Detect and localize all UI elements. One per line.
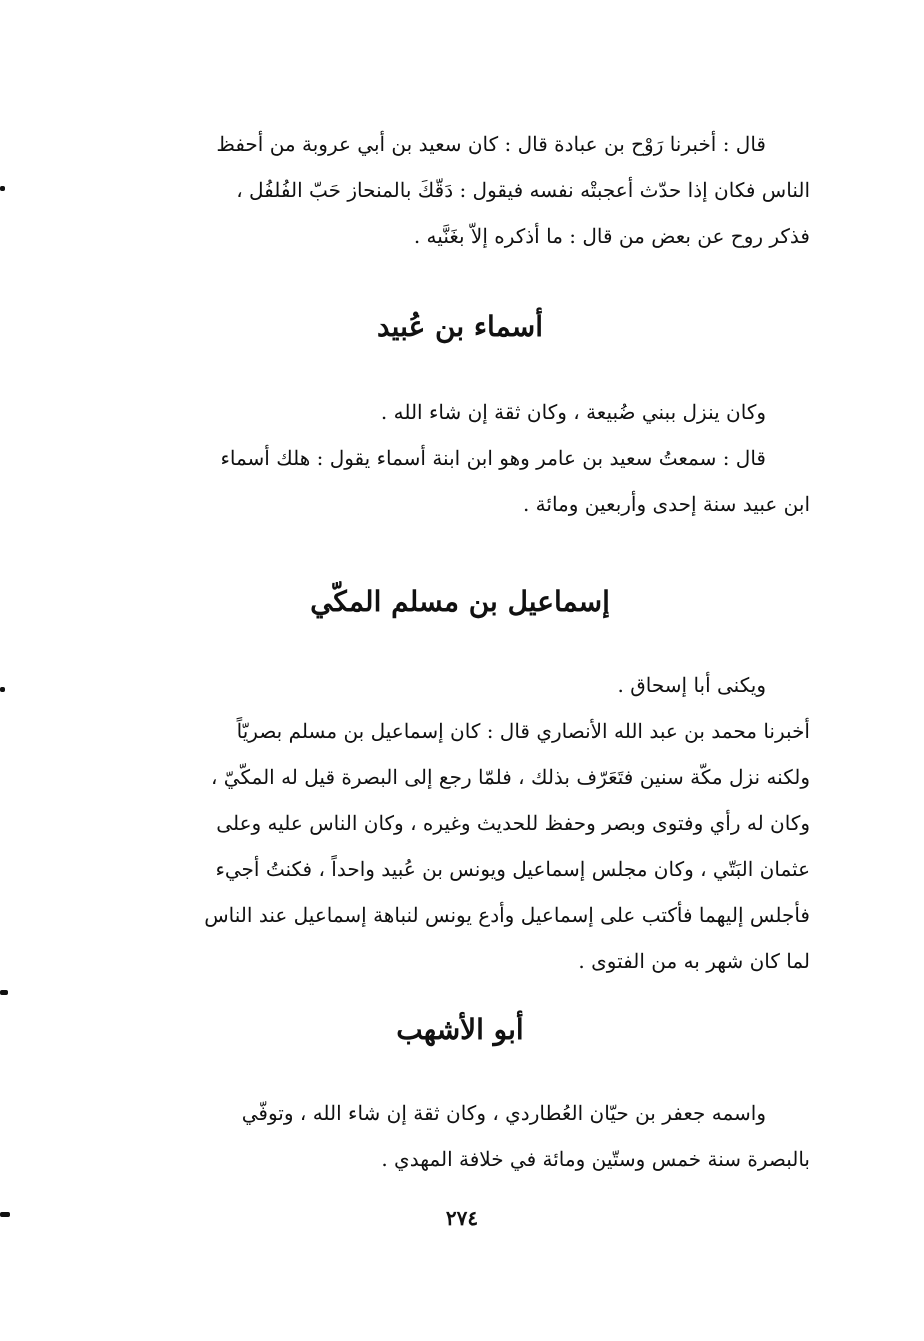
text-line: بالبصرة سنة خمس وستّين ومائة في خلافة المهدي . (381, 1147, 810, 1171)
text-line: ابن عبيد سنة إحدى وأربعين ومائة . (522, 492, 810, 516)
section-heading-ashhab: أبو الأشهب (396, 1013, 524, 1046)
text-line: فذكر روح عن بعض من قال : ما أذكره إلاّ بغَنَّيه . (413, 224, 810, 248)
scan-edge-mark (0, 990, 8, 995)
text-line: لما كان شهر به من الفتوى . (578, 949, 810, 973)
section-heading-ismail: إسماعيل بن مسلم المكّي (310, 585, 610, 618)
text-line: وكان ينزل ببني ضُبيعة ، وكان ثقة إن شاء الله . (380, 400, 766, 424)
text-line: وكان له رأي وفتوى وبصر وحفظ للحديث وغيره ، وكان الناس عليه وعلى (216, 811, 810, 835)
ashhab-paragraph (110, 1090, 810, 1182)
ismail-paragraph (110, 662, 810, 984)
intro-paragraph (110, 121, 810, 259)
text-line: قال : أخبرنا رَوْح بن عبادة قال : كان سعيد بن أبي عروبة من أحفظ (216, 132, 766, 156)
scan-edge-mark (0, 1212, 10, 1217)
text-line: أخبرنا محمد بن عبد الله الأنصاري قال : كان إسماعيل بن مسلم بصريّاً (236, 719, 810, 743)
text-line: ويكنى أبا إسحاق . (617, 673, 766, 697)
text-line: عثمان البَتّي ، وكان مجلس إسماعيل ويونس بن عُبيد واحداً ، فكنتُ أجيء (215, 857, 810, 881)
section-heading-asma: أسماء بن عُبيد (376, 310, 544, 343)
scan-edge-mark (0, 186, 5, 191)
text-line: قال : سمعتُ سعيد بن عامر وهو ابن ابنة أسماء يقول : هلك أسماء (220, 446, 766, 470)
text-line: واسمه جعفر بن حيّان العُطاردي ، وكان ثقة إن شاء الله ، وتوفّي (241, 1101, 766, 1125)
text-line: الناس فكان إذا حدّث أعجبتْه نفسه فيقول : دَقّكَ بالمنحاز حَبّ الفُلفُل ، (236, 178, 810, 202)
scan-edge-mark (0, 687, 5, 692)
text-line: ولكنه نزل مكّة سنين فتَعَرّف بذلك ، فلمّا رجع إلى البصرة قيل له المكّيّ ، (210, 765, 810, 789)
asma-paragraph (110, 389, 810, 527)
page-number: ٢٧٤ (445, 1206, 479, 1230)
text-line: فأجلس إليهما فأكتب على إسماعيل وأدع يونس لنباهة إسماعيل عند الناس (204, 903, 810, 927)
